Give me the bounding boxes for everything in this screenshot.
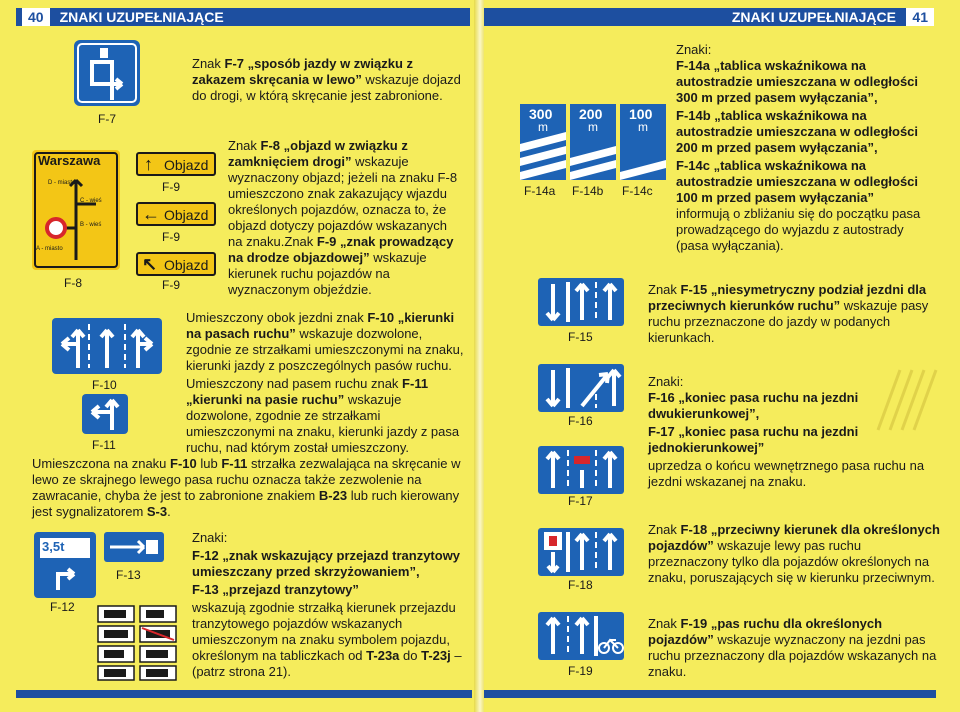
lane-end-diagram [874, 368, 940, 432]
text-f14b: F-14b „tablica wskaźnikowa na autostradzie umieszczana w odległości 200 m przed pasem wyłączania”, [676, 108, 919, 155]
f9-up-label: Objazd [164, 157, 209, 173]
caption-f18: F-18 [568, 578, 593, 592]
f8-label-a: A - miasto [36, 246, 63, 252]
sign-f11 [82, 394, 128, 434]
text-f14a: F-14a „tablica wskaźnikowa na autostradzie umieszczana w odległości 300 m przed pasem wyłączania”, [676, 58, 919, 105]
right-page-number: 41 [906, 8, 934, 26]
text-f15: Znak F-15 „niesymetryczny podział jezdni dla przeciwnych kierunków ruchu” wskazuje pasy ruchu przeznaczone do jazdy w podanych kierunkach. [648, 282, 929, 345]
caption-f7: F-7 [98, 112, 116, 126]
f9-upleft-label: Objazd [164, 257, 209, 273]
text-f8-f9: Znak F-8 „objazd w związku z zamknięciem drogi” wskazuje wyznaczony objazd; jeżeli na znaku F-8 umieszczono znak zakazujący wjazdu określonych pojazdów, oznacza to, że objazd dotyczy pojazdów wskazanych na znaku.Znak F-9 „znak prowadzący na drodze objazdowej” wskazuje kierunek ruchu pojazdów na wyznaczonym objeździe. [228, 138, 458, 297]
text-f16: F-16 „koniec pasa ruchu na jezdni dwukierunkowej”, [648, 390, 859, 421]
arrow-up-left-icon: ↖ [142, 254, 158, 274]
text-f19: Znak F-19 „pas ruchu dla określonych pojazdów” wskazuje wyznaczony na jezdni pas ruchu przeznaczony dla pojazdów wskazanych na znaku. [648, 616, 937, 679]
sign-f19 [538, 612, 624, 660]
text-f10: Umieszczony obok jezdni znak F-10 „kierunki na pasach ruchu” wskazuje dozwolone, zgodnie ze strzałkami umieszczonymi na znaku, kierunki jazdy z poszczególnych pasów ruchu. [186, 310, 464, 373]
left-page-header [16, 8, 470, 26]
f14b-unit: m [588, 120, 598, 134]
text-f12-f13: wskazują zgodnie strzałką kierunek przejazdu tranzytowego pojazdów wskazanych umieszczonym na znaku symbolem pojazdu, określonym na tabliczkach od T-23a do T-23j – (patrz strona 21). [192, 600, 462, 679]
sign-f9-left [136, 202, 216, 226]
text-f10-f11: Umieszczona na znaku F-10 lub F-11 strzałka zezwalająca na skręcanie w lewo ze skrajnego lewego pasa ruchu oznacza także zezwolenie na zawracanie, chyba że jest to zabronione znakiem B-23 lub ruch kierowany jest sygnalizatorem S-3. [32, 456, 461, 519]
f14b-value: 200 [579, 106, 603, 122]
text-f17: F-17 „koniec pasa ruchu na jezdni jednokierunkowej” [648, 424, 859, 455]
caption-f14a: F-14a [524, 184, 556, 198]
caption-f15: F-15 [568, 330, 593, 344]
znaki-label-right-2: Znaki: [648, 374, 684, 389]
arrow-left-icon: ← [142, 204, 160, 224]
sign-f15 [538, 278, 624, 326]
sign-f18 [538, 528, 624, 576]
text-f18: Znak F-18 „przeciwny kierunek dla określonych pojazdów” wskazuje lewy pas ruchu przeznaczony tylko dla pojazdów określonych na znaku, poruszających się w kierunku przeciwnym. [648, 522, 940, 585]
znaki-label-right-1: Znaki: [676, 42, 712, 57]
sign-f17 [538, 446, 624, 494]
caption-f10: F-10 [92, 378, 117, 392]
left-page-number: 40 [22, 8, 50, 26]
sign-f9-up [136, 152, 216, 176]
sign-f13 [104, 532, 164, 562]
text-f7: Znak F-7 „sposób jazdy w związku z zakazem skręcania w lewo” wskazuje dojazd do drogi, w którą skręcanie jest zabronione. [192, 56, 461, 103]
text-f14-info: informują o zbliżaniu się do początku pasa prowadzącego do wyjazdu z autostrady (pasa wyłączania). [676, 206, 921, 253]
right-header-title: ZNAKI UZUPEŁNIAJĄCE [731, 9, 896, 25]
right-page [484, 0, 960, 712]
znaki-label-left: Znaki: [192, 530, 228, 545]
caption-f9-2: F-9 [162, 230, 180, 244]
caption-f11: F-11 [92, 438, 116, 452]
sign-f7 [74, 40, 140, 106]
f8-label-b: B - wieś [80, 222, 102, 228]
vehicle-plates-t23 [96, 604, 178, 682]
text-f12: F-12 „znak wskazujący przejazd tranzytowy umieszczany przed skrzyżowaniem”, [192, 548, 461, 579]
f8-label-c: C - wieś [80, 198, 102, 204]
right-page-header [484, 8, 934, 26]
right-footer-bar [484, 690, 936, 698]
caption-f12: F-12 [50, 600, 75, 614]
sign-f16 [538, 364, 624, 412]
f8-city: Warszawa [38, 153, 101, 168]
caption-f9-1: F-9 [162, 180, 180, 194]
text-f11: Umieszczony nad pasem ruchu znak F-11 „kierunki na pasie ruchu” wskazuje dozwolone, zgodnie ze strzałkami umieszczonymi na znaku, kierunki jazdy z pasa ruchu, nad którym został umieszczony. [186, 376, 460, 455]
f8-label-d: D - miasto [48, 180, 76, 186]
caption-f14b: F-14b [572, 184, 604, 198]
sign-f8 [32, 150, 120, 270]
f14c-value: 100 [629, 106, 653, 122]
f14c-unit: m [638, 120, 648, 134]
caption-f14c: F-14c [622, 184, 653, 198]
left-footer-bar [16, 690, 472, 698]
caption-f16: F-16 [568, 414, 593, 428]
caption-f19: F-19 [568, 664, 593, 678]
left-header-title: ZNAKI UZUPEŁNIAJĄCE [59, 9, 224, 25]
f12-sign-value: 3,5t [42, 539, 65, 554]
text-f14c: F-14c „tablica wskaźnikowa na autostradzie umieszczana w odległości 100 m przed pasem wyłączania” [676, 158, 919, 205]
text-f13: F-13 „przejazd tranzytowy” [192, 582, 359, 597]
sign-f9-upleft [136, 252, 216, 276]
f14a-unit: m [538, 120, 548, 134]
f14a-value: 300 [529, 106, 553, 122]
caption-f9-3: F-9 [162, 278, 180, 292]
text-f16-f17: uprzedza o końcu wewnętrznego pasa ruchu na jezdni wskazanej na znaku. [648, 458, 925, 489]
arrow-up-icon: ↑ [144, 154, 153, 174]
caption-f8: F-8 [64, 276, 82, 290]
left-page [0, 0, 476, 712]
caption-f13: F-13 [116, 568, 141, 582]
f9-left-label: Objazd [164, 207, 209, 223]
caption-f17: F-17 [568, 494, 593, 508]
sign-f10 [52, 318, 162, 374]
